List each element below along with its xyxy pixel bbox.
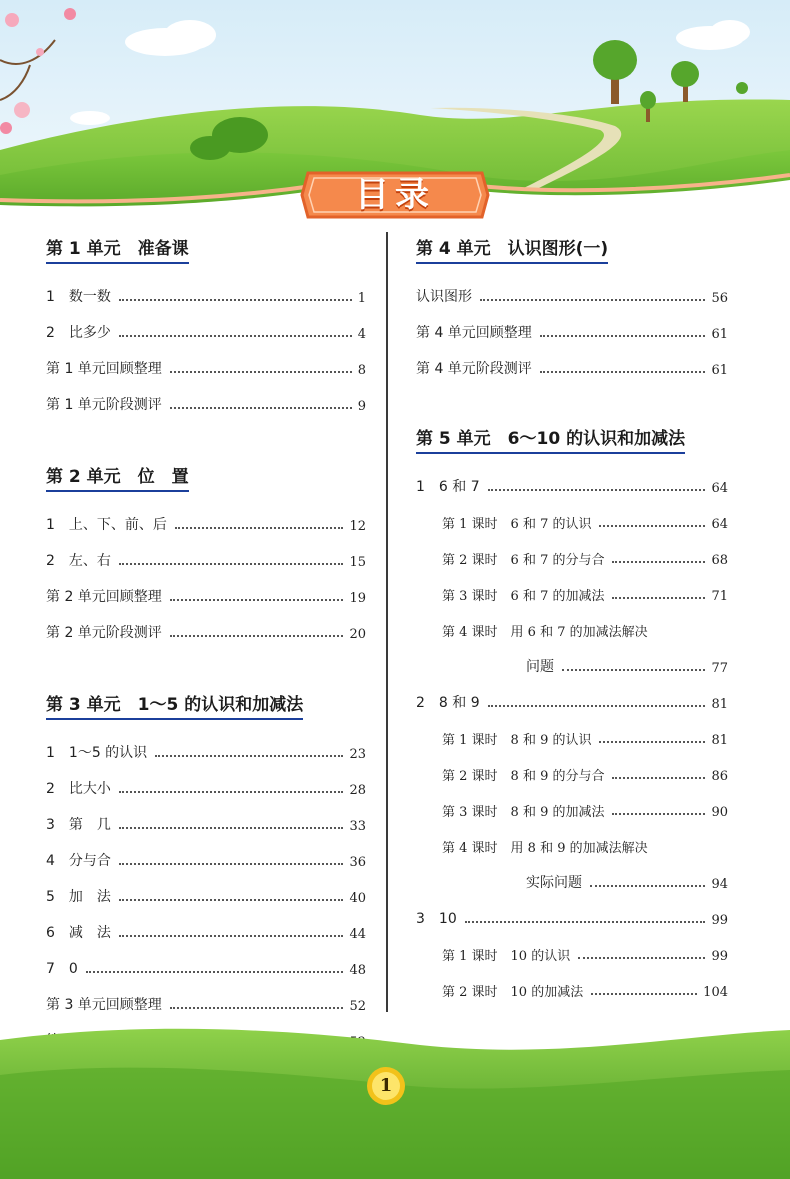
unit-heading: 第 2 单元 位 置 bbox=[46, 462, 366, 488]
toc-entry[interactable]: 3 10 99 bbox=[416, 911, 728, 928]
unit-heading: 第 1 单元 准备课 bbox=[46, 234, 366, 260]
toc-left-column bbox=[46, 228, 366, 1050]
toc-subentry[interactable]: 第 4 课时 用 8 和 9 的加减法解决 bbox=[442, 841, 648, 856]
toc-subentry[interactable]: 第 1 课时 6 和 7 的认识 64 bbox=[442, 517, 728, 532]
toc-entry[interactable]: 第 3 单元回顾整理 52 bbox=[46, 997, 366, 1014]
toc-entry[interactable]: 1 6 和 7 64 bbox=[416, 479, 728, 496]
toc-entry[interactable]: 4 分与合 36 bbox=[46, 853, 366, 870]
toc-subentry-continuation[interactable]: 实际问题 94 bbox=[526, 875, 728, 892]
toc-entry[interactable]: 2 比多少 4 bbox=[46, 325, 366, 342]
toc-right-column bbox=[416, 228, 728, 1000]
toc-entry[interactable]: 第 1 单元阶段测评 9 bbox=[46, 397, 366, 414]
toc-entry[interactable]: 第 1 单元回顾整理 8 bbox=[46, 361, 366, 378]
toc-subentry[interactable]: 第 3 课时 6 和 7 的加减法 71 bbox=[442, 589, 728, 604]
toc-entry[interactable]: 1 1～5 的认识 23 bbox=[46, 745, 366, 762]
toc-subentry[interactable]: 第 2 课时 8 和 9 的分与合 86 bbox=[442, 769, 728, 784]
unit-heading: 第 5 单元 6～10 的认识和加减法 bbox=[416, 424, 728, 450]
toc-subentry[interactable]: 第 3 课时 8 和 9 的加减法 90 bbox=[442, 805, 728, 820]
toc-entry[interactable]: 2 8 和 9 81 bbox=[416, 695, 728, 712]
toc-entry[interactable]: 认识图形 56 bbox=[416, 289, 728, 306]
page-number-badge bbox=[366, 1066, 406, 1106]
toc-subentry[interactable]: 第 1 课时 8 和 9 的认识 81 bbox=[442, 733, 728, 748]
toc-entry[interactable]: 3 第 几 33 bbox=[46, 817, 366, 834]
page-number: 1 bbox=[379, 1075, 393, 1096]
toc-entry[interactable]: 第 4 单元阶段测评 61 bbox=[416, 361, 728, 378]
toc-subentry[interactable]: 第 1 课时 10 的认识 99 bbox=[442, 949, 728, 964]
toc-entry[interactable]: 第 4 单元回顾整理 61 bbox=[416, 325, 728, 342]
toc-entry[interactable]: 第 2 单元阶段测评 20 bbox=[46, 625, 366, 642]
toc-subentry[interactable]: 第 2 课时 6 和 7 的分与合 68 bbox=[442, 553, 728, 568]
toc-subentry-continuation[interactable]: 问题 77 bbox=[526, 659, 728, 676]
toc-entry[interactable]: 1 数一数 1 bbox=[46, 289, 366, 306]
toc-entry[interactable]: 5 加 法 40 bbox=[46, 889, 366, 906]
toc-entry[interactable]: 第 2 单元回顾整理 19 bbox=[46, 589, 366, 606]
toc-subentry[interactable]: 第 4 课时 用 6 和 7 的加减法解决 bbox=[442, 625, 648, 640]
toc-entry[interactable]: 7 0 48 bbox=[46, 961, 366, 978]
unit-heading: 第 4 单元 认识图形(一) bbox=[416, 234, 728, 260]
toc-subentry[interactable]: 第 2 课时 10 的加减法 104 bbox=[442, 985, 728, 1000]
title-banner bbox=[300, 165, 490, 225]
toc-entry[interactable]: 1 上、下、前、后 12 bbox=[46, 517, 366, 534]
column-divider bbox=[386, 232, 388, 1012]
page-title: 目录 bbox=[355, 175, 435, 215]
toc-entry[interactable]: 2 比大小 28 bbox=[46, 781, 366, 798]
toc-entry[interactable]: 6 减 法 44 bbox=[46, 925, 366, 942]
toc-entry[interactable]: 2 左、右 15 bbox=[46, 553, 366, 570]
unit-heading: 第 3 单元 1～5 的认识和加减法 bbox=[46, 690, 366, 716]
